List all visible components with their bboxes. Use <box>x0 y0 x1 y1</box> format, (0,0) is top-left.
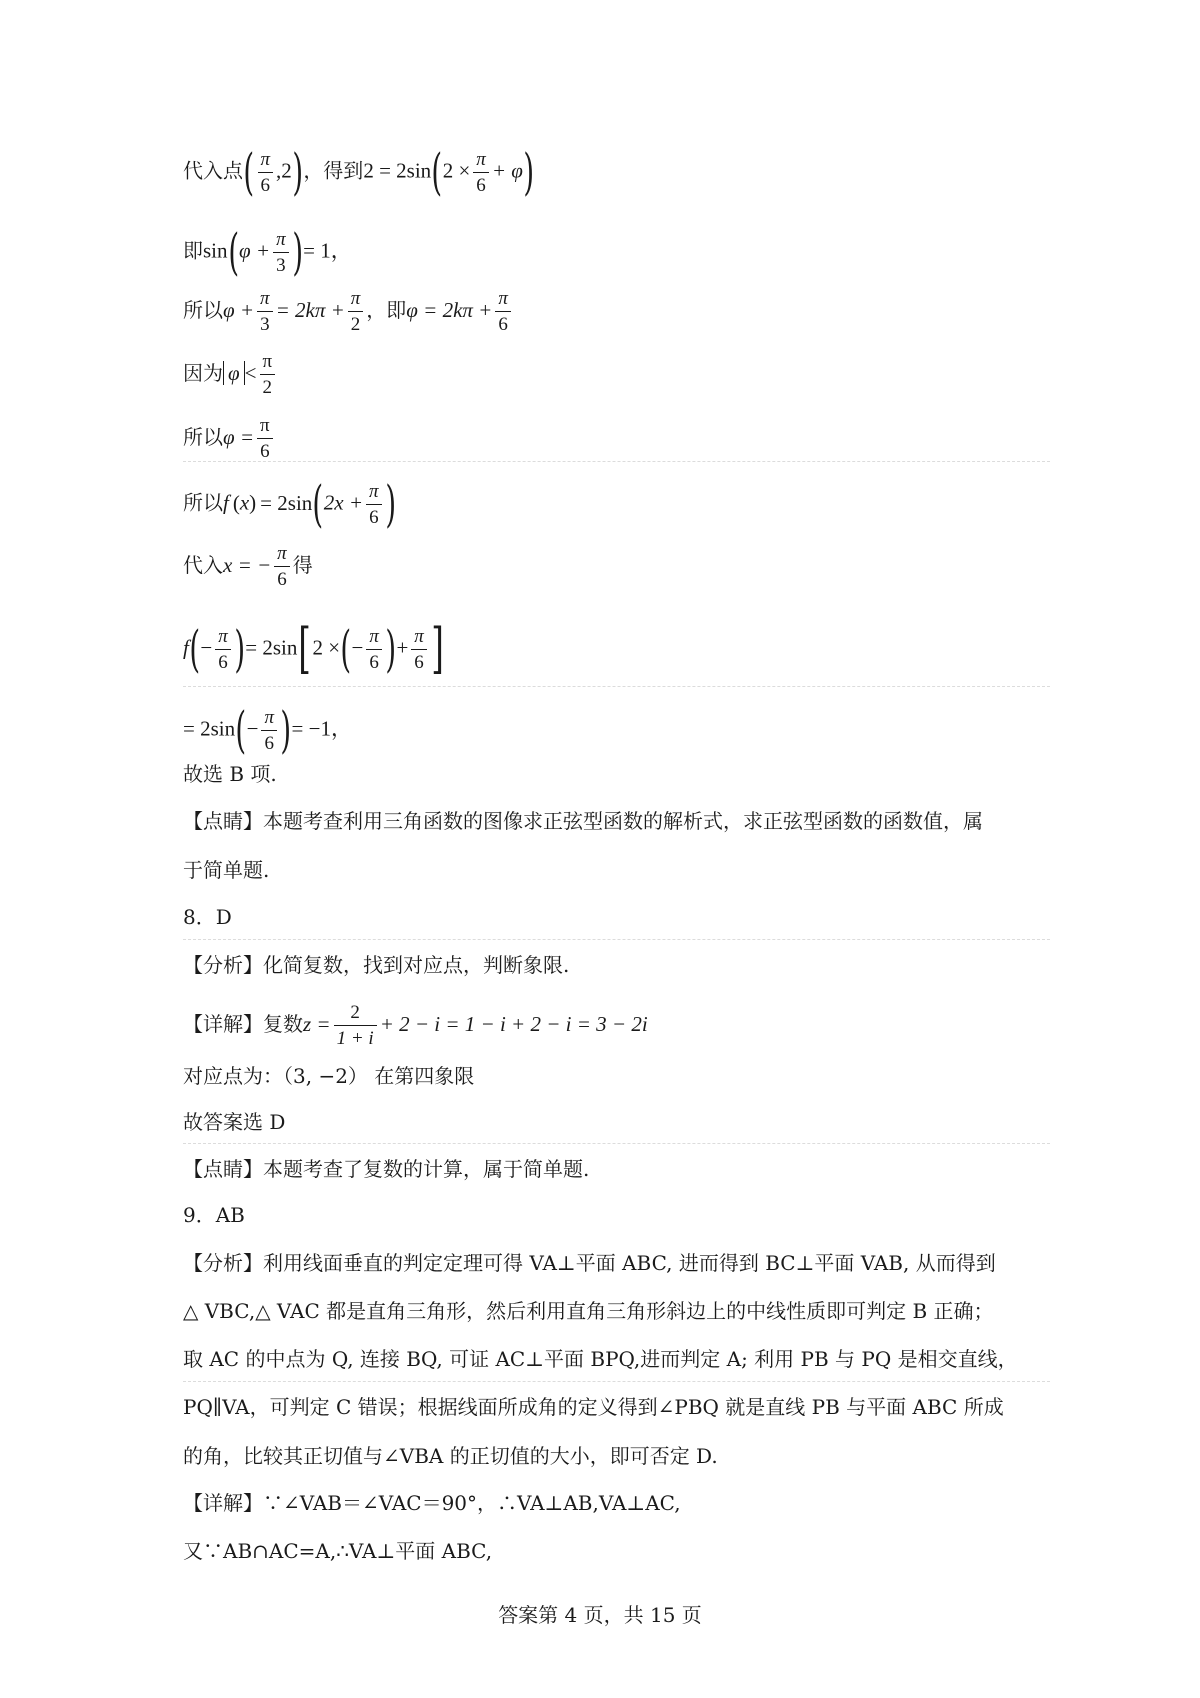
question-8-answer: 8．D <box>183 905 232 929</box>
page-footer: 答案第 4 页，共 15 页 <box>498 1603 702 1627</box>
divider <box>183 461 1050 462</box>
analysis-line: 【分析】利用线面垂直的判定定理可得 VA⊥平面 ABC, 进而得到 BC⊥平面 VAB, 从而得到 <box>183 1251 996 1275</box>
comment-line-cont: 于简单题. <box>183 858 270 882</box>
answer-line: 故答案选 D <box>183 1110 286 1134</box>
divider <box>183 1143 1050 1144</box>
detail-complex-number: 【详解】复数z = $\frac{2}{1 + i}$ + 2 − i = 1 − i + 2 − i = 3 − 2i <box>183 1002 648 1049</box>
comment-line: 【点睛】本题考查利用三角函数的图像求正弦型函数的解析式，求正弦型函数的函数值，属 <box>183 809 983 833</box>
divider <box>183 939 1050 940</box>
math-line-f-evaluation: f(− $\frac{\pi}{6}$ )= 2sin[2 ×(− $\frac{\pi}{6}$ )+ $\frac{\pi}{6}$ ] <box>183 617 444 680</box>
analysis-line-4: PQ∥VA，可判定 C 错误；根据线面所成角的定义得到∠PBQ 就是直线 PB 与平面 ABC 所成 <box>183 1395 1004 1419</box>
math-line-f-expression: 所以f (x) = 2sin(2x + $\frac{\pi}{6}$ ) <box>183 475 396 533</box>
detail-line-2: 又∵AB∩AC=A,∴VA⊥平面 ABC, <box>183 1539 493 1563</box>
math-line-sin-equals-one: 即sin(φ + $\frac{\pi}{3}$ )= 1， <box>183 223 352 281</box>
analysis-line-3: 取 AC 的中点为 Q, 连接 BQ, 可证 AC⊥平面 BPQ,进而判定 A; 利用 PB 与 PQ 是相交直线， <box>183 1347 1018 1371</box>
detail-line: 【详解】∵∠VAB＝∠VAC＝90°，∴VA⊥AB,VA⊥AC, <box>183 1491 681 1515</box>
math-line-phi-bound: 因为 φ < $\frac{\pi}{2}$ <box>183 352 1050 397</box>
corresponding-point: 对应点为：（3, −2） 在第四象限 <box>183 1064 475 1088</box>
answer-line: 故选 B 项. <box>183 762 277 786</box>
math-line-substitute-x: 代入x = − $\frac{\pi}{6}$ 得 <box>183 543 313 590</box>
math-line-phi-value: 所以φ = $\frac{\pi}{6}$ <box>183 416 1050 461</box>
divider <box>183 1381 1050 1382</box>
comment-line: 【点睛】本题考查了复数的计算，属于简单题. <box>183 1157 590 1181</box>
math-line-result: = 2sin(− $\frac{\pi}{6}$ )= −1， <box>183 701 352 759</box>
divider <box>183 686 1050 687</box>
analysis-line-5: 的角，比较其正切值与∠VBA 的正切值的大小，即可否定 D. <box>183 1444 718 1468</box>
math-line-phi-solution: 所以φ + $\frac{\pi}{3}$ = 2kπ + $\frac{\pi}{2}$ ，即φ = 2kπ + $\frac{\pi}{6}$ <box>183 289 1050 334</box>
analysis-line-2: △ VBC,△ VAC 都是直角三角形，然后利用直角三角形斜边上的中线性质即可判定 B 正确； <box>183 1299 994 1323</box>
math-line-substitute-point: 代入点( $\frac{\pi}{6}$ ,2)，得到2 = 2sin(2 × $\frac{\pi}{6}$ + φ) <box>183 143 534 201</box>
analysis-line: 【分析】化简复数，找到对应点，判断象限. <box>183 953 570 977</box>
question-9-answer: 9．AB <box>183 1203 245 1227</box>
